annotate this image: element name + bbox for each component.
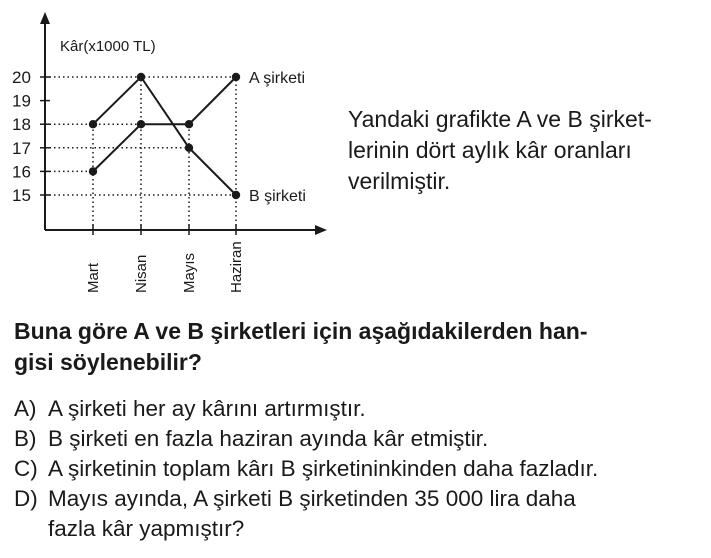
option-d-continuation: fazla kâr yapmıştır?	[48, 516, 245, 541]
option-a[interactable]	[14, 394, 709, 424]
series-line-b-irketi	[93, 77, 236, 195]
profit-line-chart	[0, 0, 340, 310]
question-line-1: Buna göre A ve B şirketleri için aşağıdakilerden han-	[14, 318, 588, 344]
question-stem	[14, 316, 704, 378]
chart-description	[348, 104, 708, 197]
y-tick-label: 20	[12, 68, 31, 87]
y-tick-label: 18	[12, 115, 31, 135]
y-tick-label: 16	[12, 162, 31, 182]
answer-options	[14, 394, 709, 544]
x-tick-label-nisan: Nisan	[133, 254, 150, 293]
data-point-b-irketi	[89, 120, 97, 128]
option-d-letter: D)	[14, 486, 38, 511]
y-axis-label: Kâr(x1000 TL)	[60, 38, 156, 55]
y-axis-arrow	[40, 12, 50, 24]
x-axis-arrow	[315, 225, 327, 235]
y-tick-label: 19	[12, 91, 31, 111]
y-tick-label: 15	[12, 186, 31, 205]
option-a-text: A şirketi her ay kârını artırmıştır.	[48, 396, 366, 421]
description-line-3: verilmiştir.	[348, 168, 451, 194]
description-line-2: lerinin dört aylık kâr oranları	[348, 137, 632, 163]
option-a-letter: A)	[14, 396, 37, 421]
option-c-text: A şirketinin toplam kârı B şirketininkinden daha fazladır.	[48, 456, 599, 481]
question-line-2: gisi söylenebilir?	[14, 349, 202, 375]
x-tick-label-may-s: Mayıs	[181, 252, 198, 293]
option-c-letter: C)	[14, 456, 38, 481]
series-label-b-irketi: B şirketi	[249, 188, 306, 205]
data-point-a-irketi	[232, 73, 240, 81]
data-point-a-irketi	[137, 120, 145, 128]
data-point-a-irketi	[89, 167, 97, 175]
series-label-a-irketi: A şirketi	[249, 70, 306, 87]
description-line-1: Yandaki grafikte A ve B şirket-	[348, 106, 652, 132]
option-d[interactable]	[14, 484, 709, 544]
x-tick-label-haziran: Haziran	[228, 241, 245, 293]
option-d-text: Mayıs ayında, A şirketi B şirketinden 35 000 lira daha	[48, 486, 576, 511]
x-tick-label-mart: Mart	[85, 263, 102, 293]
y-tick-label: 17	[12, 138, 31, 158]
option-b-letter: B)	[14, 426, 37, 451]
option-b[interactable]	[14, 424, 709, 454]
option-c[interactable]	[14, 454, 709, 484]
data-point-b-irketi	[185, 144, 193, 152]
option-b-text: B şirketi en fazla haziran ayında kâr etmiştir.	[48, 426, 489, 451]
series-line-a-irketi	[93, 77, 236, 171]
data-point-b-irketi	[137, 73, 145, 81]
data-point-a-irketi	[185, 120, 193, 128]
data-point-b-irketi	[232, 191, 240, 199]
